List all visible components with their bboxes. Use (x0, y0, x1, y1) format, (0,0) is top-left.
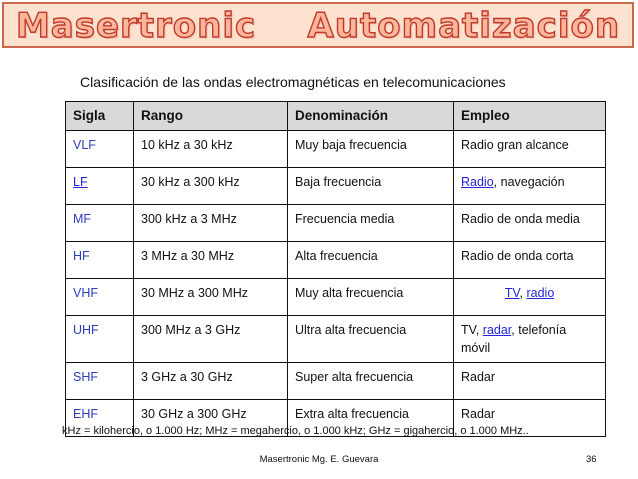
frequency-table (65, 101, 606, 437)
cell-sigla: SHF (66, 363, 134, 400)
cell-sigla: EHF (66, 400, 134, 437)
radar-link[interactable]: radar (482, 323, 512, 337)
page-number: 36 (586, 454, 597, 465)
footer-author: Masertronic Mg. E. Guevara (259, 454, 379, 465)
cell-sigla: MF (66, 205, 134, 242)
empleo-text: , telefonía móvil (461, 323, 567, 355)
cell-denominacion: Frecuencia media (288, 205, 454, 242)
table-row (66, 279, 606, 316)
cell-empleo (454, 316, 606, 363)
cell-empleo: Radio de onda corta (454, 242, 606, 279)
cell-rango: 30 MHz a 300 MHz (134, 279, 288, 316)
cell-rango: 300 MHz a 3 GHz (134, 316, 288, 363)
cell-empleo: Radar (454, 400, 606, 437)
cell-denominacion: Muy alta frecuencia (288, 279, 454, 316)
cell-rango: 30 GHz a 300 GHz (134, 400, 288, 437)
cell-empleo: Radar (454, 363, 606, 400)
cell-sigla: HF (66, 242, 134, 279)
cell-sigla: VHF (66, 279, 134, 316)
column-header-rango: Rango (134, 102, 288, 131)
tv-link[interactable]: TV (504, 286, 520, 300)
cell-sigla-link[interactable] (66, 168, 134, 205)
table-row (66, 316, 606, 363)
units-footnote: kHz = kilohercio, o 1.000 Hz; MHz = megahercio, o 1.000 kHz; GHz = gigahercio, o 1.000 MHz.. (62, 425, 529, 437)
cell-empleo: Radio gran alcance (454, 131, 606, 168)
table-row (66, 131, 606, 168)
cell-sigla: VLF (66, 131, 134, 168)
cell-rango: 3 MHz a 30 MHz (134, 242, 288, 279)
cell-denominacion: Ultra alta frecuencia (288, 316, 454, 363)
cell-empleo (454, 279, 606, 316)
cell-empleo: Radio de onda media (454, 205, 606, 242)
cell-rango: 10 kHz a 30 kHz (134, 131, 288, 168)
table-header-row (66, 102, 606, 131)
empleo-text: TV, (461, 323, 483, 337)
cell-denominacion: Muy baja frecuencia (288, 131, 454, 168)
cell-denominacion: Super alta frecuencia (288, 363, 454, 400)
radio-link[interactable]: Radio (461, 175, 494, 189)
cell-rango: 30 kHz a 300 kHz (134, 168, 288, 205)
column-header-sigla: Sigla (66, 102, 134, 131)
cell-rango: 3 GHz a 30 GHz (134, 363, 288, 400)
column-header-empleo: Empleo (454, 102, 606, 131)
cell-sigla: UHF (66, 316, 134, 363)
table-row (66, 205, 606, 242)
cell-denominacion: Alta frecuencia (288, 242, 454, 279)
table-caption: Clasificación de las ondas electromagnéticas en telecomunicaciones (80, 74, 506, 90)
cell-denominacion: Baja frecuencia (288, 168, 454, 205)
sigla-link[interactable]: LF (73, 175, 88, 189)
cell-rango: 300 kHz a 3 MHz (134, 205, 288, 242)
title-banner (2, 2, 634, 48)
table-row (66, 363, 606, 400)
radio-link[interactable]: radio (526, 286, 555, 300)
page-title: Masertronic Automatización (15, 6, 621, 46)
cell-empleo (454, 168, 606, 205)
table-row (66, 242, 606, 279)
empleo-separator: , (519, 286, 527, 300)
table-row (66, 168, 606, 205)
empleo-text: , navegación (493, 175, 565, 189)
column-header-denominacion: Denominación (288, 102, 454, 131)
cell-denominacion: Extra alta frecuencia (288, 400, 454, 437)
